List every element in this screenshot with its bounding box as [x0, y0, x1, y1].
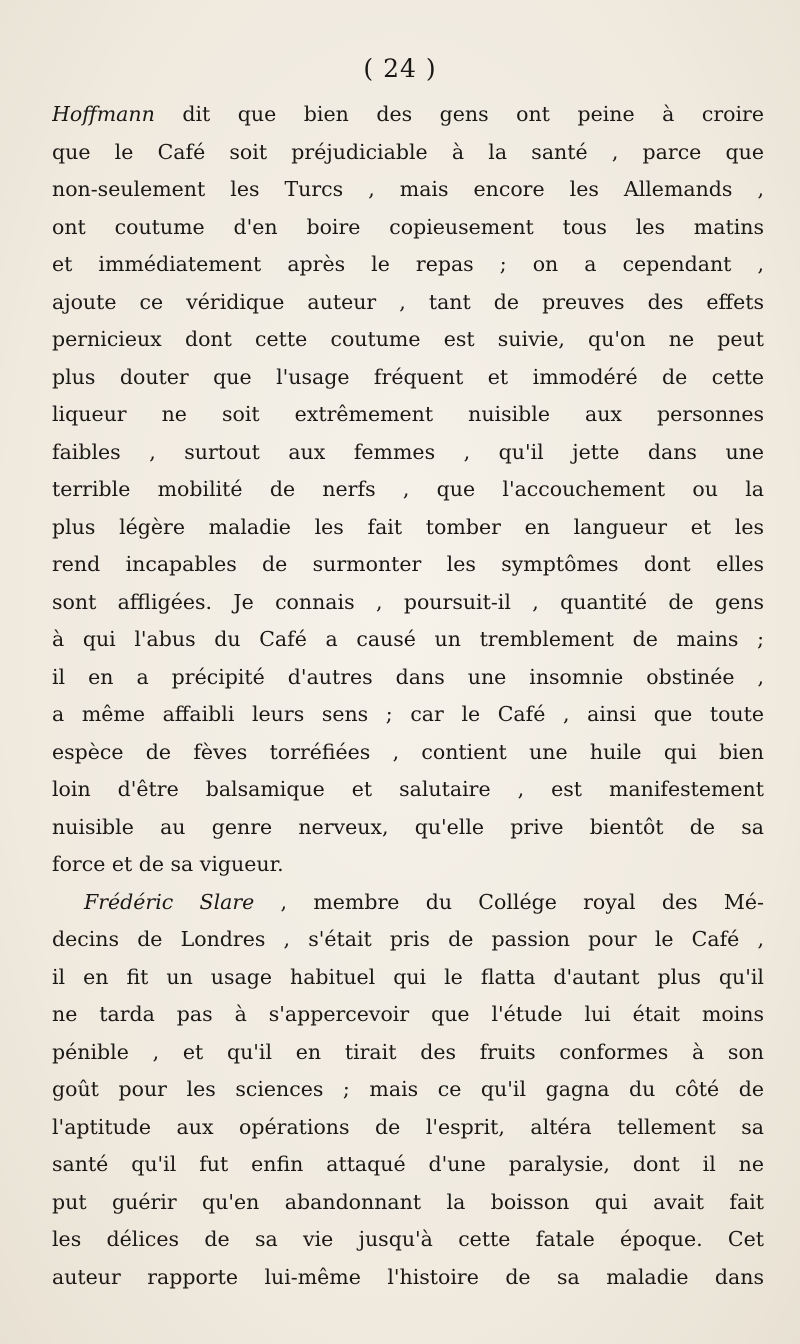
text-run: , membre du Collége royal des Mé-: [254, 889, 764, 914]
text-run: put guérir qu'en abandonnant la boisson qui avait fait: [52, 1189, 764, 1214]
text-run: l'aptitude aux opérations de l'esprit, altéra tellement sa: [52, 1114, 764, 1139]
text-line: [52, 1034, 764, 1072]
text-line: [52, 659, 764, 697]
text-run: non-seulement les Turcs , mais encore les Allemands ,: [52, 177, 764, 201]
text-run: espèce de fèves torréfiées , contient une huile qui bien: [52, 739, 764, 764]
text-run: plus légère maladie les fait tomber en langueur et les: [52, 514, 764, 539]
text-run: santé qu'il fut enfin attaqué d'une paralysie, dont il ne: [52, 1152, 764, 1176]
text-run: à qui l'abus du Café a causé un tremblement de mains ;: [52, 627, 764, 651]
text-run: plus douter que l'usage fréquent et immodéré de cette: [52, 364, 764, 389]
text-run: nuisible au genre nerveux, qu'elle prive bientôt de sa: [52, 814, 764, 839]
text-line: [52, 1109, 764, 1147]
text-line: [52, 284, 764, 322]
text-line: [52, 471, 764, 509]
author-name: Frédéric Slare: [84, 889, 255, 914]
page-number: ( 24 ): [363, 54, 437, 83]
text-line: [52, 546, 764, 584]
author-name: Hoffmann: [52, 102, 155, 126]
text-line: [52, 734, 764, 772]
text-run: pernicieux dont cette coutume est suivie, qu'on ne peut: [52, 327, 764, 351]
text-line: [52, 1184, 764, 1222]
text-line: [52, 1221, 764, 1259]
text-run: ont coutume d'en boire copieusement tous les matins: [52, 214, 764, 239]
text-run: que le Café soit préjudiciable à la santé , parce que: [52, 139, 764, 164]
text-run: il en a précipité d'autres dans une insomnie obstinée ,: [52, 664, 764, 689]
text-line: [52, 884, 764, 922]
body-text: [52, 96, 764, 1296]
text-line: [52, 921, 764, 959]
text-line: [52, 771, 764, 809]
text-line: [52, 696, 764, 734]
text-run: auteur rapporte lui-même l'histoire de sa maladie dans: [52, 1264, 764, 1289]
text-line: [52, 584, 764, 622]
text-run: il en fit un usage habituel qui le flatta d'autant plus qu'il: [52, 964, 764, 989]
text-run: terrible mobilité de nerfs , que l'accouchement ou la: [52, 477, 764, 501]
text-line: [52, 509, 764, 547]
text-line: [52, 434, 764, 472]
text-line: [52, 246, 764, 284]
text-run: liqueur ne soit extrêmement nuisible aux personnes: [52, 402, 764, 426]
text-line: [52, 209, 764, 247]
text-line: [52, 321, 764, 359]
text-line: [52, 134, 764, 172]
text-line: [52, 846, 764, 884]
text-line: [52, 959, 764, 997]
text-run: ajoute ce véridique auteur , tant de preuves des effets: [52, 289, 764, 314]
text-run: et immédiatement après le repas ; on a cependant ,: [52, 252, 764, 276]
text-run: les délices de sa vie jusqu'à cette fatale époque. Cet: [52, 1227, 764, 1251]
text-run: decins de Londres , s'était pris de passion pour le Café ,: [52, 927, 764, 951]
text-run: faibles , surtout aux femmes , qu'il jette dans une: [52, 439, 764, 464]
text-run: loin d'être balsamique et salutaire , est manifestement: [52, 777, 764, 801]
text-line: [52, 1071, 764, 1109]
text-line: [52, 996, 764, 1034]
text-line: [52, 1259, 764, 1297]
text-line: [52, 96, 764, 134]
text-run: pénible , et qu'il en tirait des fruits conformes à son: [52, 1039, 764, 1064]
text-run: dit que bien des gens ont peine à croire: [154, 102, 764, 126]
text-run: a même affaibli leurs sens ; car le Café , ainsi que toute: [52, 702, 764, 726]
text-run: force et de sa vigueur.: [52, 852, 284, 876]
text-line: [52, 621, 764, 659]
text-line: [52, 809, 764, 847]
text-line: [52, 396, 764, 434]
text-run: sont affligées. Je connais , poursuit-il , quantité de gens: [52, 589, 764, 614]
text-line: [52, 171, 764, 209]
text-run: goût pour les sciences ; mais ce qu'il gagna du côté de: [52, 1077, 764, 1101]
text-run: ne tarda pas à s'appercevoir que l'étude lui était moins: [52, 1002, 764, 1026]
text-line: [52, 359, 764, 397]
text-run: rend incapables de surmonter les symptômes dont elles: [52, 552, 764, 576]
text-line: [52, 1146, 764, 1184]
